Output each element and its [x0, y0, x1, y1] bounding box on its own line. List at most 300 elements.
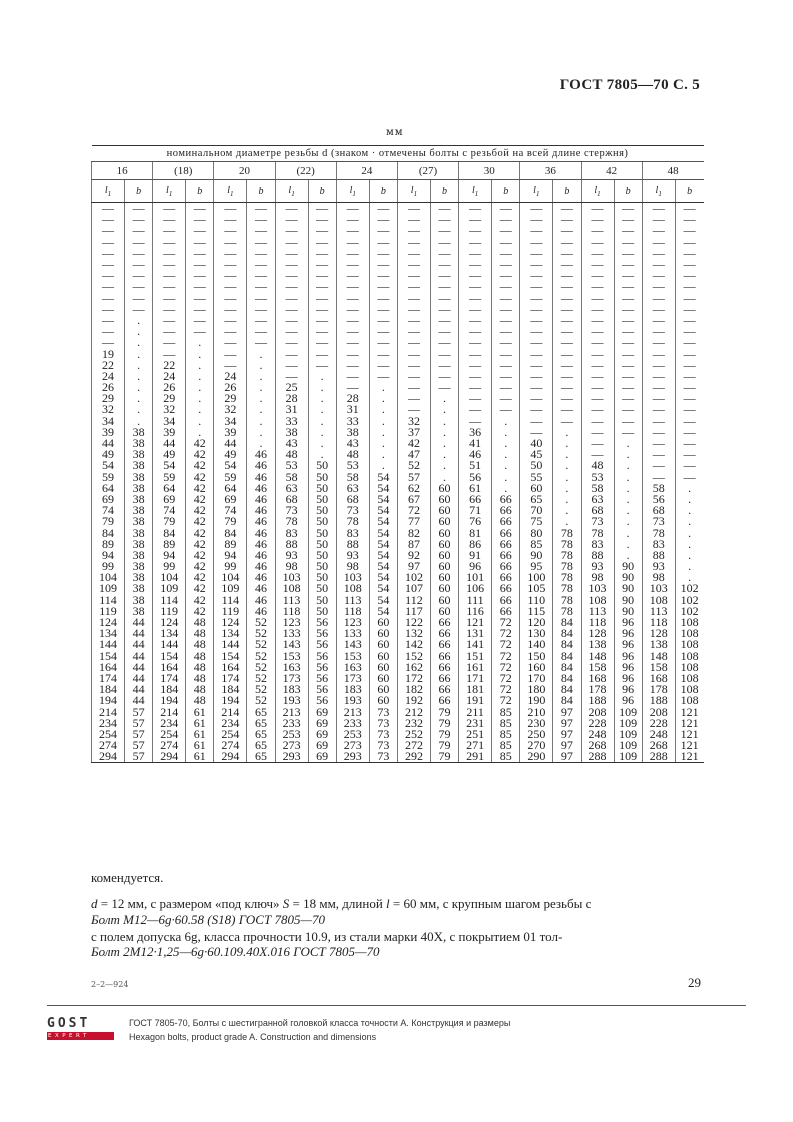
table-cell: —	[308, 270, 336, 281]
table-cell: 38	[125, 561, 153, 572]
diameter-header: 20	[214, 162, 275, 180]
table-cell: 33	[336, 416, 369, 427]
table-cell: 118	[275, 606, 308, 617]
table-cell: —	[553, 393, 581, 404]
table-cell: 50	[308, 595, 336, 606]
table-cell: —	[247, 326, 275, 337]
table-cell: —	[614, 416, 642, 427]
table-cell: .	[186, 337, 214, 348]
table-cell: 50	[308, 494, 336, 505]
text-line-2-part: = 12 мм, с размером «под ключ»	[97, 896, 283, 911]
table-cell: 164	[153, 662, 186, 673]
table-cell: 94	[153, 550, 186, 561]
table-cell: —	[520, 315, 553, 326]
table-cell: —	[675, 382, 703, 393]
table-cell: 194	[214, 695, 247, 706]
table-cell: —	[614, 404, 642, 415]
table-row	[92, 718, 704, 729]
table-row	[92, 393, 704, 404]
table-cell: —	[397, 270, 430, 281]
table-cell: —	[397, 382, 430, 393]
table-cell: 48	[186, 684, 214, 695]
table-cell: 68	[642, 505, 675, 516]
table-cell: —	[459, 248, 492, 259]
table-cell: 84	[553, 684, 581, 695]
table-cell: 124	[153, 617, 186, 628]
table-cell: 69	[214, 494, 247, 505]
table-cell: 74	[92, 505, 125, 516]
table-cell: 85	[492, 729, 520, 740]
table-cell: .	[369, 449, 397, 460]
table-cell: —	[186, 293, 214, 304]
table-cell: 60	[369, 673, 397, 684]
table-cell: 248	[581, 729, 614, 740]
table-cell: —	[675, 427, 703, 438]
table-cell: —	[520, 304, 553, 315]
table-cell: .	[675, 516, 703, 527]
table-cell: 96	[614, 651, 642, 662]
table-cell: 42	[186, 460, 214, 471]
table-cell: 114	[153, 595, 186, 606]
table-row	[92, 706, 704, 717]
text-line-2	[91, 896, 591, 912]
table-cell: .	[247, 393, 275, 404]
table-cell: 79	[430, 706, 458, 717]
table-cell: 60	[520, 483, 553, 494]
table-cell: —	[675, 360, 703, 371]
footer-divider	[47, 1005, 746, 1006]
diameter-header: (18)	[153, 162, 214, 180]
table-cell: 190	[520, 695, 553, 706]
table-cell: 66	[492, 572, 520, 583]
table-cell: 34	[153, 416, 186, 427]
table-cell: 44	[125, 651, 153, 662]
table-cell: 38	[125, 460, 153, 471]
table-row	[92, 617, 704, 628]
table-cell: .	[186, 404, 214, 415]
table-cell: 50	[308, 483, 336, 494]
table-cell: 103	[642, 583, 675, 594]
table-cell: 64	[92, 483, 125, 494]
table-cell: 58	[336, 472, 369, 483]
table-cell: —	[214, 315, 247, 326]
table-cell: —	[642, 348, 675, 359]
table-cell: 183	[336, 684, 369, 695]
table-cell: —	[275, 315, 308, 326]
table-cell: 73	[369, 706, 397, 717]
table-cell: —	[275, 371, 308, 382]
table-cell: —	[308, 293, 336, 304]
table-cell: —	[369, 214, 397, 225]
table-cell: 294	[214, 751, 247, 763]
table-cell: —	[675, 293, 703, 304]
table-cell: —	[125, 214, 153, 225]
table-row	[92, 326, 704, 337]
table-cell: 54	[214, 460, 247, 471]
table-cell: —	[397, 348, 430, 359]
table-cell: 40	[520, 438, 553, 449]
table-cell: —	[520, 427, 553, 438]
table-cell: 52	[247, 628, 275, 639]
table-cell: .	[492, 460, 520, 471]
table-cell: 42	[186, 606, 214, 617]
table-cell: 97	[553, 751, 581, 763]
table-cell: 118	[642, 617, 675, 628]
table-cell: .	[308, 382, 336, 393]
table-cell: —	[186, 237, 214, 248]
table-cell: 98	[275, 561, 308, 572]
table-cell: 184	[214, 684, 247, 695]
table-row	[92, 315, 704, 326]
table-cell: 52	[247, 662, 275, 673]
table-cell: 108	[336, 583, 369, 594]
table-cell: —	[675, 326, 703, 337]
table-cell: —	[459, 371, 492, 382]
table-cell: —	[520, 371, 553, 382]
table-cell: —	[336, 248, 369, 259]
table-cell: 96	[614, 673, 642, 684]
table-cell: —	[581, 225, 614, 236]
table-cell: 96	[614, 662, 642, 673]
standard-header: ГОСТ 7805—70 С. 5	[559, 77, 700, 93]
table-cell: 64	[214, 483, 247, 494]
table-cell: 50	[308, 583, 336, 594]
table-cell: 105	[520, 583, 553, 594]
table-cell: —	[369, 203, 397, 215]
table-cell: 134	[92, 628, 125, 639]
diameter-header: 16	[92, 162, 153, 180]
table-cell: —	[492, 259, 520, 270]
table-cell: 47	[397, 449, 430, 460]
table-cell: —	[581, 259, 614, 270]
table-cell: —	[275, 337, 308, 348]
table-cell: .	[614, 539, 642, 550]
table-cell: 60	[430, 550, 458, 561]
table-cell: 163	[336, 662, 369, 673]
table-cell: —	[153, 304, 186, 315]
table-cell: —	[397, 326, 430, 337]
table-cell: 56	[642, 494, 675, 505]
table-cell: 59	[92, 472, 125, 483]
table-cell: 52	[247, 639, 275, 650]
table-cell: 76	[459, 516, 492, 527]
table-cell: .	[492, 427, 520, 438]
table-cell: 79	[430, 740, 458, 751]
table-cell: 54	[369, 583, 397, 594]
table-cell: —	[553, 225, 581, 236]
table-cell: —	[675, 281, 703, 292]
table-cell: 82	[397, 527, 430, 538]
table-cell: 213	[336, 706, 369, 717]
table-cell: —	[581, 427, 614, 438]
l1-column-header: $l_1$	[214, 180, 247, 203]
table-cell: 46	[247, 516, 275, 527]
table-cell: 119	[153, 606, 186, 617]
table-cell: 46	[247, 494, 275, 505]
table-cell: 210	[520, 706, 553, 717]
table-cell: —	[675, 438, 703, 449]
table-cell: —	[430, 270, 458, 281]
table-cell: 109	[614, 718, 642, 729]
table-row	[92, 483, 704, 494]
table-cell: 56	[308, 617, 336, 628]
table-cell: —	[369, 337, 397, 348]
table-cell: 60	[430, 595, 458, 606]
table-cell: 72	[492, 662, 520, 673]
table-cell: —	[153, 281, 186, 292]
table-cell: 208	[581, 706, 614, 717]
table-cell: 65	[247, 706, 275, 717]
table-cell: —	[153, 203, 186, 215]
table-cell: 38	[336, 427, 369, 438]
table-cell: 98	[336, 561, 369, 572]
table-cell: —	[553, 248, 581, 259]
table-cell: .	[614, 449, 642, 460]
table-cell: 173	[275, 673, 308, 684]
table-cell: 38	[125, 516, 153, 527]
table-cell: 114	[92, 595, 125, 606]
designation-example-2: Болт 2М12·1,25—6g·60.109.40X.016 ГОСТ 7805—70	[91, 944, 380, 959]
diameter-header: 30	[459, 162, 520, 180]
table-cell: 78	[642, 527, 675, 538]
table-cell: 38	[125, 427, 153, 438]
page-number: 29	[688, 975, 701, 990]
table-cell: —	[397, 225, 430, 236]
table-cell: 61	[186, 718, 214, 729]
table-cell: 55	[520, 472, 553, 483]
table-cell: 69	[308, 751, 336, 763]
table-cell: —	[642, 225, 675, 236]
l1-symbol: l	[410, 184, 414, 196]
table-cell: 66	[430, 684, 458, 695]
table-cell: —	[153, 237, 186, 248]
table-cell: .	[492, 438, 520, 449]
table-cell: —	[553, 360, 581, 371]
table-cell: —	[492, 360, 520, 371]
table-cell: 214	[153, 706, 186, 717]
table-cell: 234	[92, 718, 125, 729]
table-cell: —	[397, 315, 430, 326]
table-cell: .	[308, 404, 336, 415]
table-cell: 130	[520, 628, 553, 639]
table-cell: —	[214, 259, 247, 270]
table-cell: 32	[397, 416, 430, 427]
table-cell: —	[553, 281, 581, 292]
table-cell: 54	[369, 516, 397, 527]
table-cell: —	[581, 281, 614, 292]
table-cell: —	[642, 326, 675, 337]
table-cell: 66	[430, 617, 458, 628]
table-cell: 103	[336, 572, 369, 583]
table-cell: —	[336, 281, 369, 292]
table-cell: 253	[336, 729, 369, 740]
table-cell: .	[186, 360, 214, 371]
table-cell: —	[397, 404, 430, 415]
l1-symbol: l	[655, 184, 659, 196]
table-cell: 84	[92, 527, 125, 538]
table-cell: 78	[553, 550, 581, 561]
table-cell: —	[614, 348, 642, 359]
table-cell: —	[153, 225, 186, 236]
gost-expert-logo	[47, 1017, 117, 1040]
table-cell: 171	[459, 673, 492, 684]
table-cell: 60	[430, 539, 458, 550]
table-cell: 73	[275, 505, 308, 516]
table-cell: —	[336, 203, 369, 215]
table-cell: 294	[92, 751, 125, 763]
table-cell: —	[492, 315, 520, 326]
table-cell: —	[275, 214, 308, 225]
table-cell: —	[186, 259, 214, 270]
table-cell: 174	[92, 673, 125, 684]
table-cell: 151	[459, 651, 492, 662]
table-cell: 38	[125, 606, 153, 617]
table-cell: —	[247, 248, 275, 259]
l1-symbol: l	[594, 184, 598, 196]
table-cell: 141	[459, 639, 492, 650]
table-cell: 254	[214, 729, 247, 740]
table-cell: —	[247, 214, 275, 225]
table-cell: —	[614, 371, 642, 382]
table-cell: 44	[125, 673, 153, 684]
table-row	[92, 695, 704, 706]
table-cell: 291	[459, 751, 492, 763]
table-cell: —	[92, 326, 125, 337]
table-cell: —	[642, 438, 675, 449]
table-cell: 46	[247, 550, 275, 561]
table-cell: 168	[581, 673, 614, 684]
table-cell: —	[308, 203, 336, 215]
table-cell: —	[520, 326, 553, 337]
table-cell: 132	[397, 628, 430, 639]
table-cell: 97	[553, 729, 581, 740]
l1-column-header: $l_1$	[581, 180, 614, 203]
table-cell: —	[675, 472, 703, 483]
table-cell: 88	[336, 539, 369, 550]
l1-column-header: $l_1$	[397, 180, 430, 203]
table-cell: —	[336, 337, 369, 348]
table-cell: 88	[275, 539, 308, 550]
table-cell: —	[581, 348, 614, 359]
table-cell: 85	[492, 718, 520, 729]
table-cell: 65	[247, 740, 275, 751]
table-cell: 121	[675, 751, 703, 763]
table-cell: —	[675, 371, 703, 382]
table-cell: 253	[275, 729, 308, 740]
table-row	[92, 337, 704, 348]
dimensions-table	[91, 145, 704, 763]
table-cell: .	[430, 449, 458, 460]
table-cell: 108	[581, 595, 614, 606]
table-cell: 108	[675, 662, 703, 673]
table-cell: —	[308, 281, 336, 292]
table-cell: 268	[642, 740, 675, 751]
table-cell: .	[675, 483, 703, 494]
table-cell: 50	[308, 550, 336, 561]
table-cell: —	[186, 248, 214, 259]
table-cell: 108	[675, 651, 703, 662]
l1-column-header: $l_1$	[275, 180, 308, 203]
table-cell: 73	[336, 505, 369, 516]
table-cell: 94	[92, 550, 125, 561]
table-cell: 54	[153, 460, 186, 471]
table-cell: 66	[430, 628, 458, 639]
table-cell: —	[492, 214, 520, 225]
table-cell: 290	[520, 751, 553, 763]
table-cell: 45	[520, 449, 553, 460]
table-cell: 123	[336, 617, 369, 628]
table-cell: .	[614, 516, 642, 527]
table-cell: 90	[614, 572, 642, 583]
table-cell: 84	[553, 651, 581, 662]
table-cell: 60	[430, 561, 458, 572]
table-cell: 85	[492, 706, 520, 717]
table-cell: —	[675, 315, 703, 326]
table-cell: —	[614, 393, 642, 404]
table-cell: —	[275, 293, 308, 304]
table-cell: 42	[186, 505, 214, 516]
table-cell: —	[308, 237, 336, 248]
table-cell: —	[553, 371, 581, 382]
table-cell: 85	[520, 539, 553, 550]
table-cell: —	[430, 382, 458, 393]
table-cell: 68	[336, 494, 369, 505]
table-cell: 78	[553, 561, 581, 572]
table-row	[92, 248, 704, 259]
table-cell: —	[553, 203, 581, 215]
table-cell: 48	[186, 617, 214, 628]
table-cell: —	[153, 337, 186, 348]
table-cell: 62	[397, 483, 430, 494]
table-cell: —	[430, 237, 458, 248]
table-cell: —	[92, 203, 125, 215]
table-cell: 103	[581, 583, 614, 594]
table-cell: 182	[397, 684, 430, 695]
table-cell: 48	[186, 651, 214, 662]
table-cell: —	[553, 404, 581, 415]
table-cell: —	[430, 293, 458, 304]
table-cell: .	[369, 427, 397, 438]
diameter-header: (22)	[275, 162, 336, 180]
table-cell: —	[308, 348, 336, 359]
table-cell: 172	[397, 673, 430, 684]
table-cell: 69	[308, 718, 336, 729]
table-cell: —	[336, 315, 369, 326]
table-cell: —	[642, 259, 675, 270]
table-cell: .	[308, 427, 336, 438]
table-cell: —	[459, 360, 492, 371]
table-cell: 111	[459, 595, 492, 606]
table-cell: —	[336, 360, 369, 371]
table-cell: 162	[397, 662, 430, 673]
table-cell: 42	[186, 472, 214, 483]
table-cell: —	[186, 326, 214, 337]
table-cell: 66	[492, 583, 520, 594]
table-cell: —	[336, 214, 369, 225]
table-cell: —	[369, 225, 397, 236]
table-cell: —	[553, 337, 581, 348]
table-cell: 46	[247, 483, 275, 494]
table-cell: —	[275, 248, 308, 259]
table-cell: 119	[214, 606, 247, 617]
table-cell: 72	[492, 695, 520, 706]
table-row	[92, 382, 704, 393]
table-cell: —	[459, 337, 492, 348]
diameter-header: 48	[642, 162, 703, 180]
table-cell: 61	[186, 740, 214, 751]
table-cell: 88	[581, 550, 614, 561]
table-cell: 134	[153, 628, 186, 639]
